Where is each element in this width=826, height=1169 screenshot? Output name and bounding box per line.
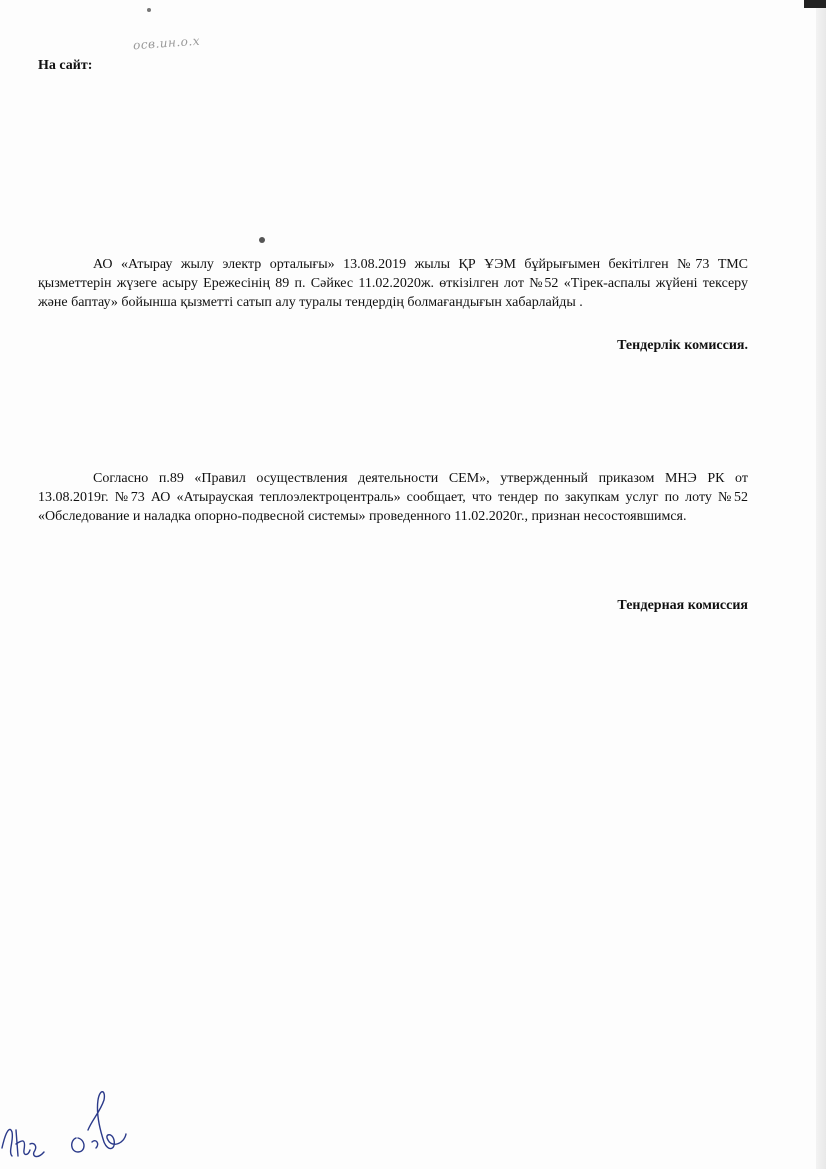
paragraph-russian: Согласно п.89 «Правил осуществления деятельности СЕМ», утвержденный приказом МНЭ РК от 13.08.2019г. №73 АО «Атырауская теплоэлектроцентраль» сообщает, что тендер по закупкам услуг по лоту №52 «Обследование и наладка опорно-подвесной системы» проведенного 11.02.2020г., признан несостоявшимся. [38,471,748,524]
scan-speck [147,8,151,12]
signature-1 [2,1129,44,1156]
handwritten-note: осв.ин.о.х [132,33,201,53]
signature-tender-commission-ru: Тендерная комиссия [617,598,748,613]
paragraph-kazakh: АО «Атырау жылу электр орталығы» 13.08.2019 жылы ҚР ҰЭМ бұйрығымен бекітілген №73 ТМС қызметтерін жүзеге асыру Ережесінің 89 п. Сәйкес 11.02.2020ж. өткізілген лот №52 «Тірек-аспалы жүйені тексеру және баптау» бойынша қызметті сатып алу туралы тендердің болмағандығын хабарлайды . [38,257,748,310]
scan-corner-mark [804,0,826,8]
heading-on-site: На сайт: [38,58,93,73]
handwritten-signatures [0,1060,200,1169]
signature-tender-commission-kz: Тендерлік комиссия. [617,338,748,353]
scan-edge [816,0,826,1169]
signature-2 [72,1092,126,1152]
scan-speck [259,237,265,243]
